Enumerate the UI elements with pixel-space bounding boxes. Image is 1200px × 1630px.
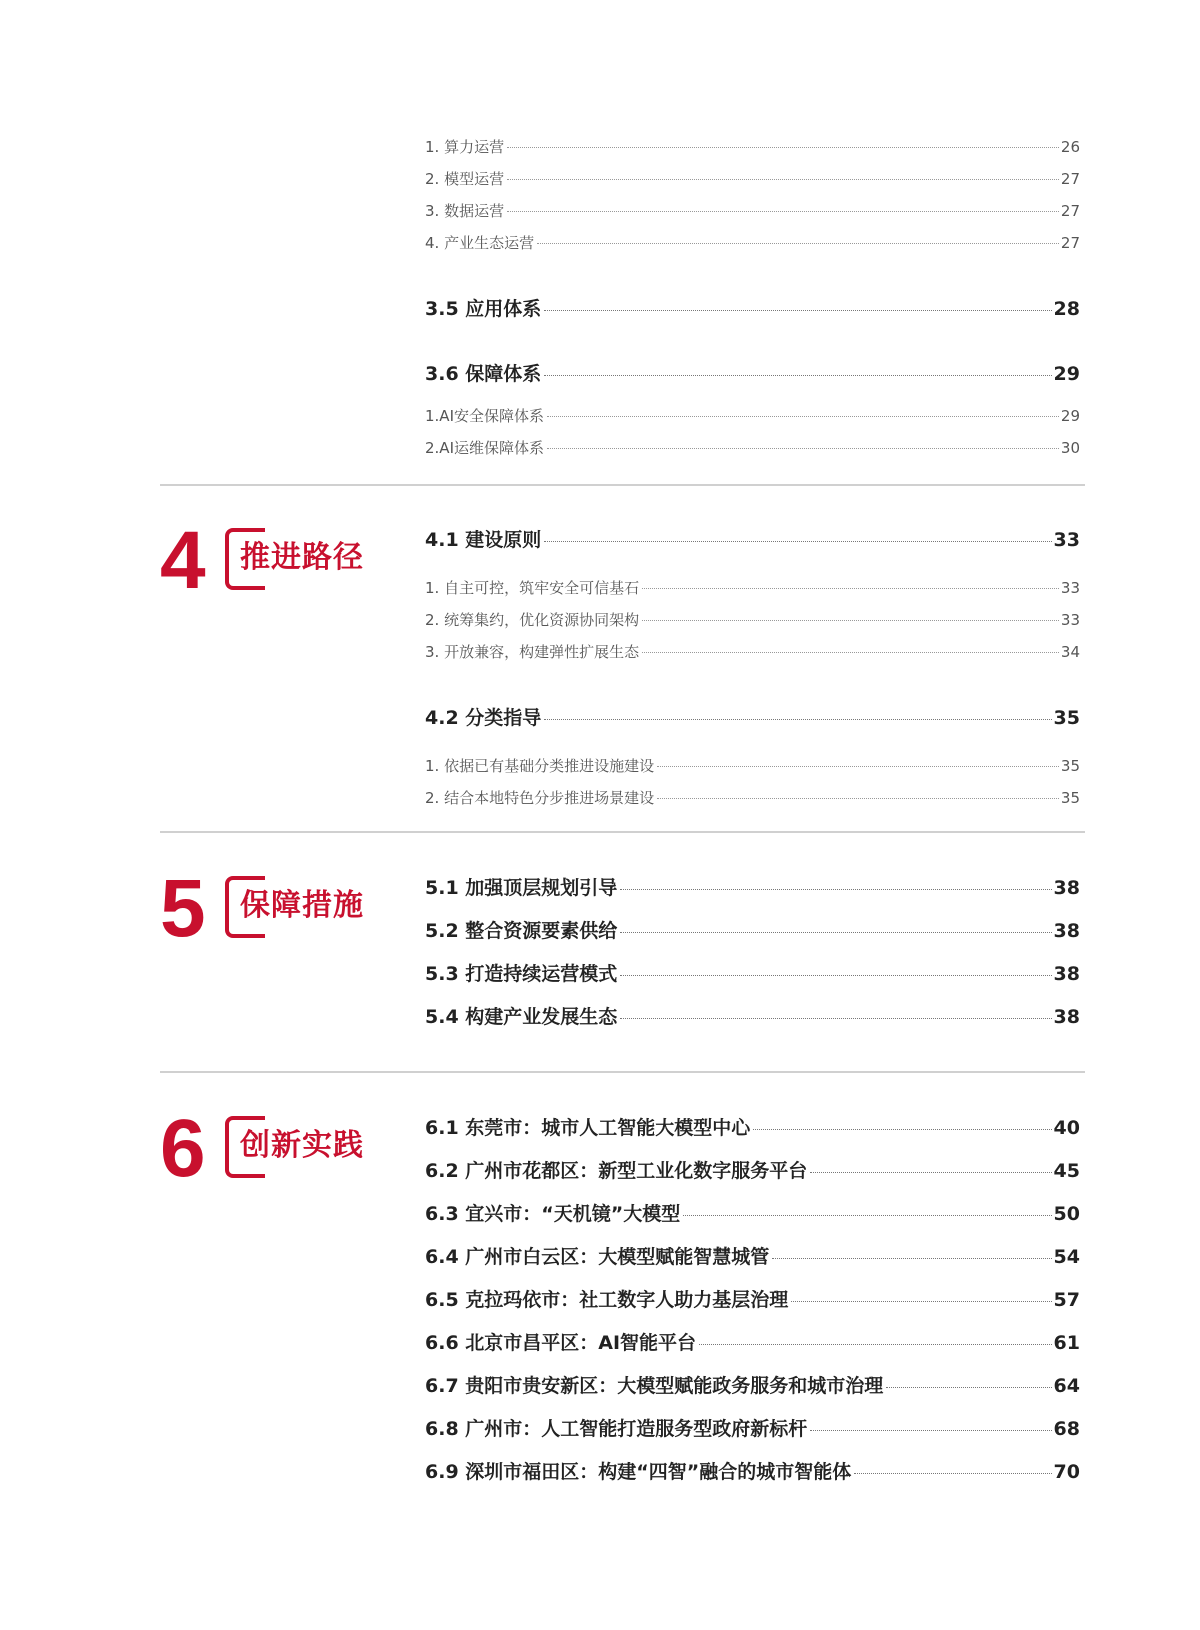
chapter-number: 5 [160, 863, 206, 954]
chapter-number: 6 [160, 1103, 206, 1194]
toc-entry-page: 35 [1060, 789, 1080, 807]
toc-section-page: 64 [1053, 1375, 1080, 1397]
toc-entry-title: 2.AI运维保障体系 [425, 439, 544, 457]
toc-section-title: 5.4 构建产业发展生态 [425, 1006, 618, 1028]
dot-leader [507, 211, 1059, 212]
dot-leader [620, 975, 1051, 976]
dot-leader [544, 310, 1051, 311]
toc-entry-title: 1. 算力运营 [425, 138, 505, 156]
chapter-number: 4 [160, 515, 206, 606]
toc-section-title: 6.1 东莞市：城市人工智能大模型中心 [425, 1117, 751, 1139]
toc-section[interactable] [425, 359, 1080, 385]
toc-section[interactable] [425, 1328, 1080, 1354]
toc-section[interactable] [425, 1002, 1080, 1028]
toc-section[interactable] [425, 703, 1080, 729]
toc-section-page: 28 [1053, 298, 1080, 320]
toc-entry-page: 30 [1060, 439, 1080, 457]
dot-leader [620, 889, 1051, 890]
toc-entry-title: 4. 产业生态运营 [425, 234, 535, 252]
toc-section[interactable] [425, 525, 1080, 551]
toc-entry[interactable] [425, 200, 1080, 220]
dot-leader [810, 1430, 1051, 1431]
toc-section[interactable] [425, 1242, 1080, 1268]
toc-section[interactable] [425, 294, 1080, 320]
toc-entry-page: 26 [1060, 138, 1080, 156]
toc-entry[interactable] [425, 577, 1080, 597]
dot-leader [547, 416, 1059, 417]
toc-section[interactable] [425, 916, 1080, 942]
toc-section-title: 4.2 分类指导 [425, 707, 542, 729]
toc-section-title: 6.2 广州市花都区：新型工业化数字服务平台 [425, 1160, 808, 1182]
dot-leader [620, 932, 1051, 933]
toc-section[interactable] [425, 1457, 1080, 1483]
toc-section-page: 38 [1053, 877, 1080, 899]
chapter-4-heading [160, 515, 380, 606]
toc-entry-title: 1.AI安全保障体系 [425, 407, 544, 425]
toc-section-page: 50 [1053, 1203, 1080, 1225]
dot-leader [642, 620, 1059, 621]
dot-leader [547, 448, 1059, 449]
toc-section-page: 54 [1053, 1246, 1080, 1268]
toc-entry-page: 35 [1060, 757, 1080, 775]
toc-entry-page: 34 [1060, 643, 1080, 661]
dot-leader [854, 1473, 1051, 1474]
toc-entry-title: 1. 自主可控，筑牢安全可信基石 [425, 579, 640, 597]
toc-section-page: 40 [1053, 1117, 1080, 1139]
toc-section-title: 6.3 宜兴市：“天机镜”大模型 [425, 1203, 681, 1225]
toc-section-title: 3.6 保障体系 [425, 363, 542, 385]
dot-leader [507, 147, 1059, 148]
dot-leader [886, 1387, 1051, 1388]
dot-leader [544, 375, 1051, 376]
toc-entry-page: 27 [1060, 202, 1080, 220]
toc-entry[interactable] [425, 755, 1080, 775]
toc-entry-title: 2. 模型运营 [425, 170, 505, 188]
toc-section-page: 38 [1053, 1006, 1080, 1028]
toc-section[interactable] [425, 1285, 1080, 1311]
section-divider [160, 1071, 1085, 1073]
dot-leader [791, 1301, 1051, 1302]
toc-section[interactable] [425, 1199, 1080, 1225]
dot-leader [657, 766, 1059, 767]
dot-leader [683, 1215, 1051, 1216]
dot-leader [810, 1172, 1051, 1173]
toc-section-title: 6.8 广州市：人工智能打造服务型政府新标杆 [425, 1418, 808, 1440]
toc-section-page: 57 [1053, 1289, 1080, 1311]
chapter-6-heading [160, 1103, 380, 1194]
toc-entry-page: 27 [1060, 170, 1080, 188]
chapter-name: 推进路径 [240, 540, 364, 575]
toc-entry-title: 3. 开放兼容，构建弹性扩展生态 [425, 643, 640, 661]
toc-section-title: 4.1 建设原则 [425, 529, 542, 551]
toc-section-page: 35 [1053, 707, 1080, 729]
toc-entry-title: 3. 数据运营 [425, 202, 505, 220]
toc-entry-page: 29 [1060, 407, 1080, 425]
toc-section-title: 6.4 广州市白云区：大模型赋能智慧城管 [425, 1246, 770, 1268]
dot-leader [657, 798, 1059, 799]
toc-section[interactable] [425, 1113, 1080, 1139]
toc-entry[interactable] [425, 641, 1080, 661]
chapter-5-heading [160, 863, 380, 954]
toc-entry[interactable] [425, 609, 1080, 629]
chapter-name: 保障措施 [240, 888, 364, 923]
toc-section-title: 6.6 北京市昌平区：AI智能平台 [425, 1332, 697, 1354]
chapter-name: 创新实践 [240, 1128, 364, 1163]
toc-section-page: 38 [1053, 920, 1080, 942]
toc-section-title: 5.3 打造持续运营模式 [425, 963, 618, 985]
dot-leader [699, 1344, 1051, 1345]
toc-section-page: 68 [1053, 1418, 1080, 1440]
dot-leader [753, 1129, 1051, 1130]
toc-entry-title: 1. 依据已有基础分类推进设施建设 [425, 757, 655, 775]
toc-section-page: 70 [1053, 1461, 1080, 1483]
toc-section-title: 5.2 整合资源要素供给 [425, 920, 618, 942]
toc-entry[interactable] [425, 168, 1080, 188]
toc-section[interactable] [425, 959, 1080, 985]
toc-entry-title: 2. 统筹集约，优化资源协同架构 [425, 611, 640, 629]
toc-section[interactable] [425, 873, 1080, 899]
toc-section[interactable] [425, 1156, 1080, 1182]
toc-section-title: 6.5 克拉玛依市：社工数字人助力基层治理 [425, 1289, 789, 1311]
toc-entry[interactable] [425, 405, 1080, 425]
toc-entry-page: 33 [1060, 611, 1080, 629]
toc-section-page: 38 [1053, 963, 1080, 985]
dot-leader [642, 652, 1059, 653]
section-divider [160, 831, 1085, 833]
toc-entry-title: 2. 结合本地特色分步推进场景建设 [425, 789, 655, 807]
dot-leader [772, 1258, 1051, 1259]
toc-entry[interactable] [425, 232, 1080, 252]
toc-entry[interactable] [425, 437, 1080, 457]
toc-section-page: 61 [1053, 1332, 1080, 1354]
toc-section-page: 45 [1053, 1160, 1080, 1182]
toc-section[interactable] [425, 1371, 1080, 1397]
dot-leader [544, 541, 1051, 542]
toc-section-title: 6.9 深圳市福田区：构建“四智”融合的城市智能体 [425, 1461, 852, 1483]
toc-section-title: 6.7 贵阳市贵安新区：大模型赋能政务服务和城市治理 [425, 1375, 884, 1397]
toc-section-title: 5.1 加强顶层规划引导 [425, 877, 618, 899]
toc-section[interactable] [425, 1414, 1080, 1440]
toc-entry[interactable] [425, 136, 1080, 156]
toc-section-page: 29 [1053, 363, 1080, 385]
toc-section-page: 33 [1053, 529, 1080, 551]
dot-leader [544, 719, 1051, 720]
dot-leader [507, 179, 1059, 180]
toc-entry-page: 33 [1060, 579, 1080, 597]
toc-section-title: 3.5 应用体系 [425, 298, 542, 320]
section-divider [160, 484, 1085, 486]
dot-leader [620, 1018, 1051, 1019]
toc-entry[interactable] [425, 787, 1080, 807]
dot-leader [537, 243, 1059, 244]
dot-leader [642, 588, 1059, 589]
toc-entry-page: 27 [1060, 234, 1080, 252]
